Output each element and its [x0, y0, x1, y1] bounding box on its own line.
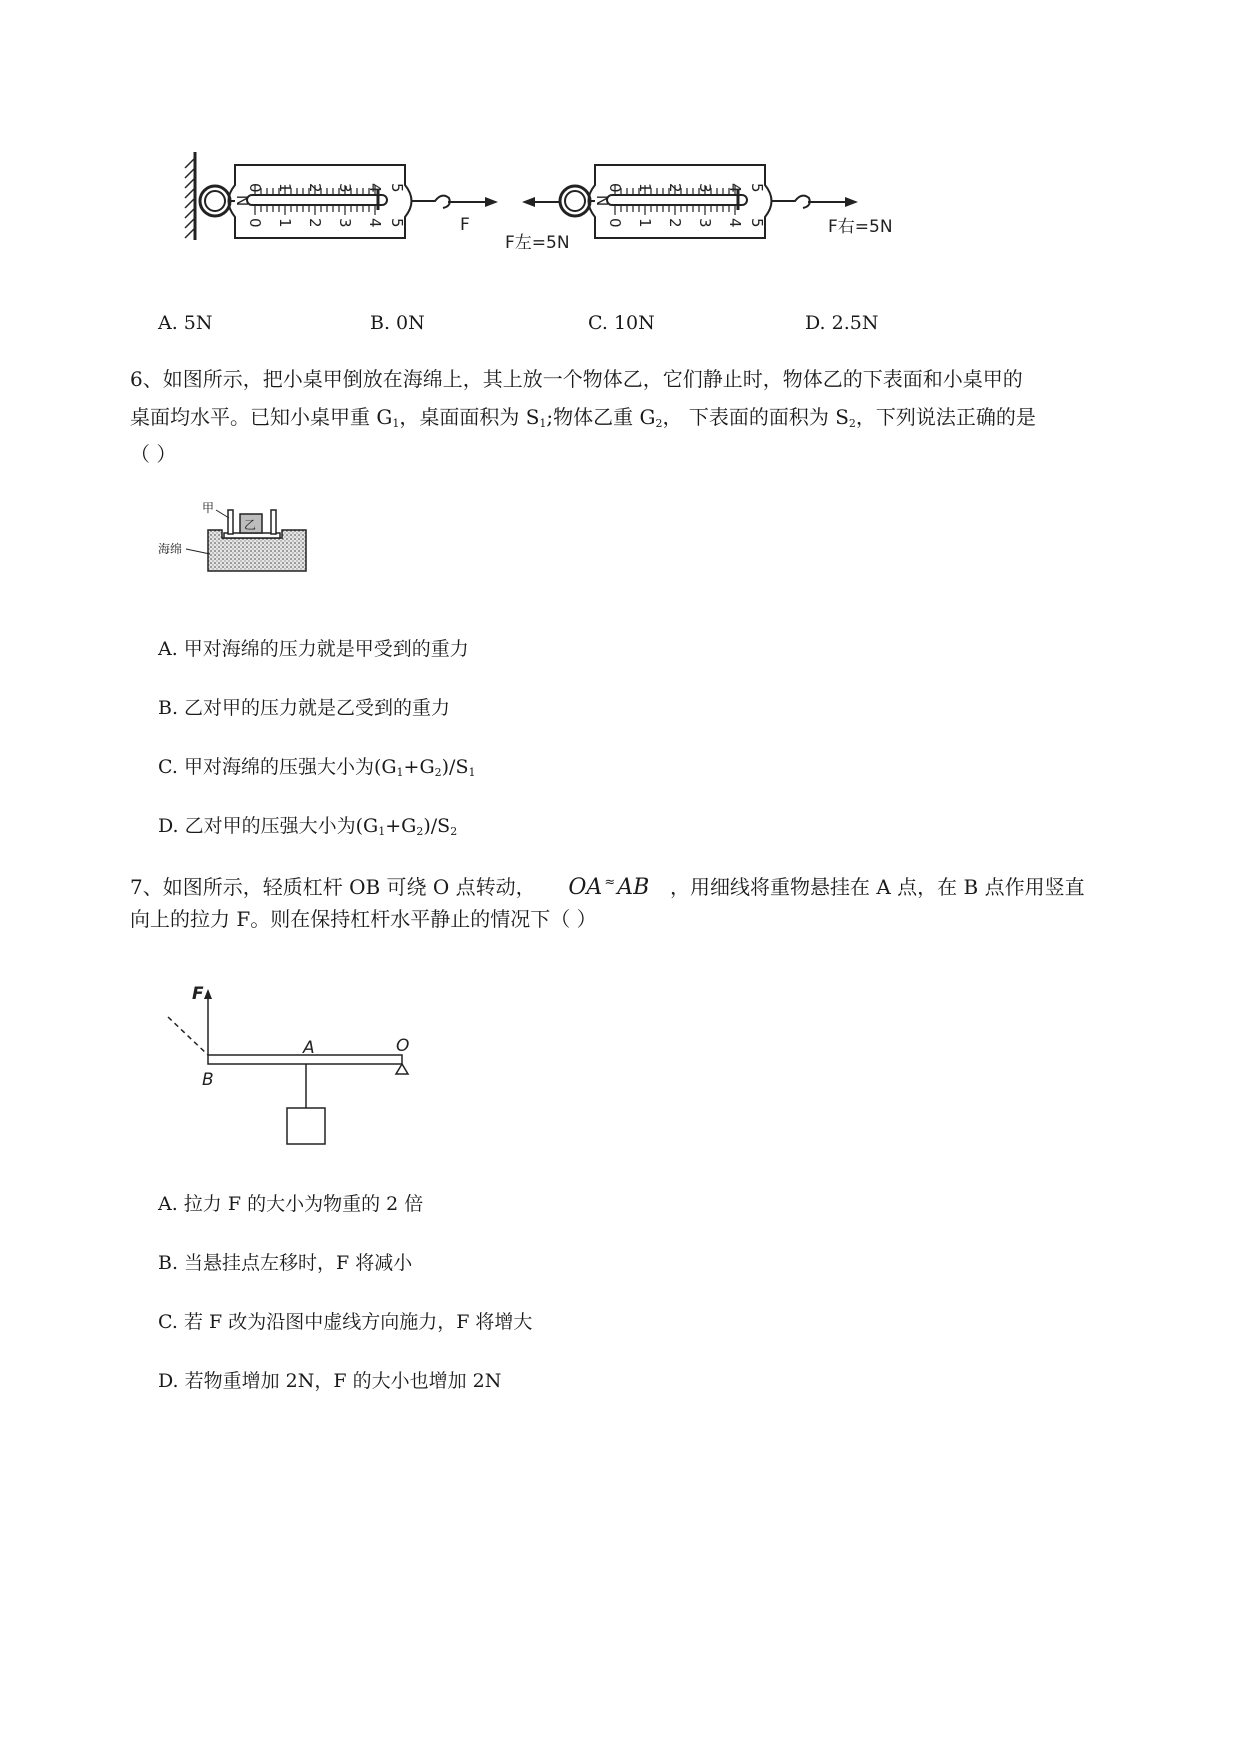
- scale1-bottom-0: 0: [246, 218, 264, 228]
- point-o-label: O: [396, 1036, 410, 1056]
- q6-sub: 1: [468, 766, 476, 779]
- q6-sub: 1: [539, 417, 547, 430]
- q6-stem-line1: 6、如图所示，把小桌甲倒放在海绵上，其上放一个物体乙，它们静止时，物体乙的下表面和小桌甲的: [130, 367, 1023, 391]
- scale1-bottom-2: 2: [306, 218, 324, 228]
- q6-text: ，桌面面积为 S: [399, 405, 540, 429]
- q5-option-c[interactable]: C. 10N: [588, 312, 655, 334]
- scale2-bottom-2: 2: [666, 218, 684, 228]
- q6-option-d[interactable]: [158, 813, 457, 845]
- q6-sub: 2: [416, 825, 424, 838]
- scale1-top-3: 3: [336, 183, 354, 193]
- q6-stem-line2: [130, 404, 1036, 437]
- q7-stem-line1: [130, 870, 1085, 901]
- q6-sub: 2: [434, 766, 442, 779]
- scale1-bottom-4: 4: [366, 218, 384, 228]
- force-left-label: F左=5N: [505, 233, 570, 253]
- scale1-unit: N: [233, 195, 251, 207]
- q6-sub: 1: [392, 417, 400, 430]
- scale2-bottom-0: 0: [606, 218, 624, 228]
- q7-text: 7、如图所示，轻质杠杆 OB 可绕 O 点转动，: [130, 875, 536, 899]
- force-f-label: F: [192, 984, 204, 1004]
- scale2-top-5: 5: [748, 183, 766, 193]
- point-b-label: B: [202, 1070, 214, 1090]
- scale2-bottom-4: 4: [726, 218, 744, 228]
- q7-formula-left: OA: [568, 875, 603, 900]
- scale2-bottom-1: 1: [636, 218, 654, 228]
- table-sponge-figure: [150, 498, 320, 578]
- q6-text: ，下列说法正确的是: [855, 405, 1036, 429]
- q5-option-d[interactable]: D. 2.5N: [805, 312, 879, 334]
- q6-sub: 2: [655, 417, 663, 430]
- q6-option-c-text: )/S: [441, 756, 469, 778]
- q6-option-d-text: +G: [385, 815, 417, 837]
- lever-figure: [160, 975, 430, 1155]
- scale2-bottom-5: 5: [748, 218, 766, 228]
- q7-formula-symbol: ≈: [604, 875, 616, 890]
- scale2-top-0: 0: [606, 183, 624, 193]
- q5-option-b[interactable]: B. 0N: [370, 312, 425, 334]
- scale1-top-5: 5: [388, 183, 406, 193]
- q6-sub: 1: [378, 825, 386, 838]
- q7-text: ，用细线将重物悬挂在 A 点，在 B 点作用竖直: [670, 875, 1085, 899]
- q6-option-c-text: +G: [403, 756, 435, 778]
- scale2-bottom-3: 3: [696, 218, 714, 228]
- q6-option-d-text: )/S: [423, 815, 451, 837]
- q6-text: ， 下表面的面积为 S: [662, 405, 849, 429]
- scale1-top-4: 4: [366, 183, 384, 193]
- q6-option-d-text: D. 乙对甲的压强大小为(G: [158, 815, 379, 837]
- spring-scale-figure: [180, 150, 940, 270]
- scale1-top-1: 1: [276, 183, 294, 193]
- scale2-top-4: 4: [726, 183, 744, 193]
- scale2-top-1: 1: [636, 183, 654, 193]
- scale1-bottom-1: 1: [276, 218, 294, 228]
- q6-sub: 2: [848, 417, 856, 430]
- q6-sub: 1: [396, 766, 404, 779]
- scale1-bottom-5: 5: [388, 218, 406, 228]
- q6-sub: 2: [450, 825, 458, 838]
- q7-formula: [568, 875, 649, 900]
- q6-text: ;物体乙重 G: [546, 405, 656, 429]
- force-right-label: F右=5N: [828, 217, 893, 237]
- q6-option-c[interactable]: [158, 754, 475, 786]
- q6-option-a[interactable]: A. 甲对海绵的压力就是甲受到的重力: [158, 638, 469, 660]
- q7-option-b[interactable]: B. 当悬挂点左移时，F 将减小: [158, 1252, 413, 1274]
- force-f-label: F: [460, 215, 470, 235]
- q7-stem-line2: 向上的拉力 F。则在保持杠杆水平静止的情况下（ ）: [130, 907, 597, 931]
- q7-formula-right: AB: [617, 875, 650, 900]
- scale2-unit: N: [593, 195, 611, 207]
- q7-option-d[interactable]: D. 若物重增加 2N，F 的大小也增加 2N: [158, 1370, 502, 1392]
- table-jia-label: 甲: [202, 501, 215, 515]
- scale2-top-3: 3: [696, 183, 714, 193]
- q5-option-a[interactable]: A. 5N: [158, 312, 213, 334]
- scale2-top-2: 2: [666, 183, 684, 193]
- q6-option-b[interactable]: B. 乙对甲的压力就是乙受到的重力: [158, 697, 451, 719]
- q6-answer-bracket: （ ）: [130, 442, 177, 466]
- q6-option-c-text: C. 甲对海绵的压强大小为(G: [158, 756, 397, 778]
- scale1-top-0: 0: [246, 183, 264, 193]
- q6-text: 桌面均水平。已知小桌甲重 G: [130, 405, 393, 429]
- point-a-label: A: [303, 1038, 315, 1058]
- sponge-label: 海绵: [158, 542, 183, 556]
- q7-option-a[interactable]: A. 拉力 F 的大小为物重的 2 倍: [158, 1193, 424, 1215]
- scale1-bottom-3: 3: [336, 218, 354, 228]
- object-yi-label: 乙: [244, 518, 257, 532]
- scale1-top-2: 2: [306, 183, 324, 193]
- q7-option-c[interactable]: C. 若 F 改为沿图中虚线方向施力，F 将增大: [158, 1311, 533, 1333]
